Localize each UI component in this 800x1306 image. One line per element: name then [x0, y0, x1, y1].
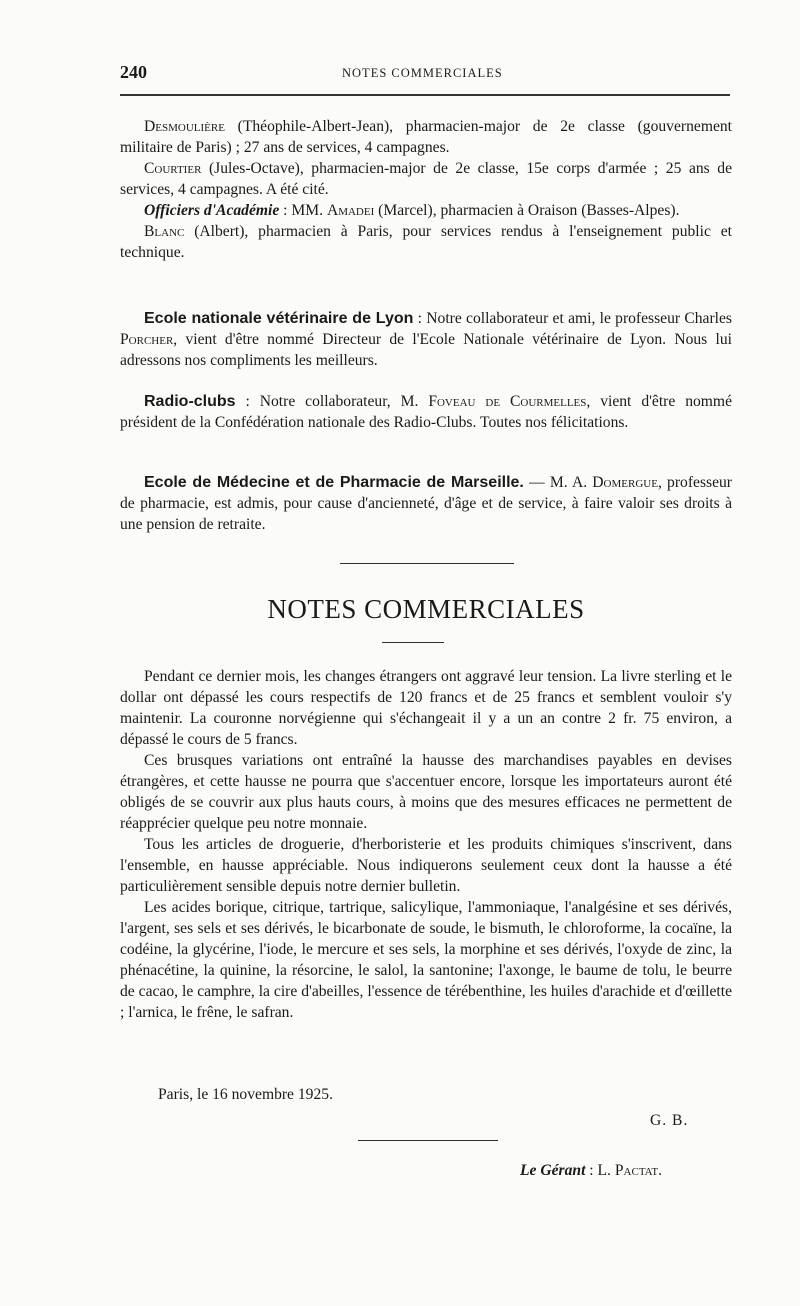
- place-date: Paris, le 16 novembre 1925.: [158, 1086, 333, 1103]
- person-name: Courtier: [144, 160, 202, 177]
- news-heading: Ecole de Médecine et de Pharmacie de Marseille.: [144, 474, 524, 491]
- news-heading: Radio-clubs: [144, 393, 236, 410]
- paragraph: Les acides borique, citrique, tartrique, salicylique, l'ammoniaque, l'analgésine et ses dérivés, l'argent, ses sels et ses dérivés, le bicarbonate de soude, le bismuth, le chloroforme, la cocaïne, la codéine, la glycérine, l'iode, le mercure et ses sels, la morphine et ses dérivés, l'oxyde de zinc, la phénacétine, la quinine, la résorcine, le salol, la santonine; l'axonge, le baume de tolu, le beurre de cacao, le camphre, la cire d'abeilles, l'essence de térébenthine, les huiles d'arachide et d'œillette ; l'arnica, le frêne, le safran.: [120, 899, 732, 1021]
- honor-entry: Desmoulière (Théophile-Albert-Jean), pharmacien-major de 2e classe (gouvernement militaire de Paris) ; 27 ans de services, 4 campagnes.: [120, 118, 732, 156]
- paragraph: Ces brusques variations ont entraîné la hausse des marchandises payables en devises étrangères, et cette hausse ne pourra que s'accentuer encore, lorsque les importateurs auront été obligés de se couvrir aux plus hauts cours, à moins que des mesures efficaces ne permettent de réapprécier quelque peu notre monnaie.: [120, 752, 732, 832]
- gerant-label: Le Gérant: [520, 1162, 586, 1179]
- person-name: Domergue: [592, 474, 658, 491]
- gerant-name: Pactat.: [614, 1162, 662, 1179]
- news-heading: Ecole nationale vétérinaire de Lyon: [144, 310, 414, 327]
- header-rule: [120, 94, 730, 96]
- news-lyon: Ecole nationale vétérinaire de Lyon : Notre collaborateur et ami, le professeur Charles Porcher, vient d'être nommé Directeur de l'Ecole Nationale vétérinaire de Lyon. Nous lui adressons nos compliments les meilleurs.: [120, 310, 732, 369]
- paragraph: Pendant ce dernier mois, les changes étrangers ont aggravé leur tension. La livre sterling et le dollar ont dépassé les cours respectifs de 120 francs et de 25 francs et semblent vouloir s'y maintenir. La couronne norvégienne qui s'échangeait il y a un an contre 2 fr. 75 environ, a dépassé le cours de 5 francs.: [120, 668, 732, 748]
- section-divider: [340, 563, 514, 564]
- commercial-notes: [120, 666, 732, 1023]
- news-radio: Radio-clubs : Notre collaborateur, M. Foveau de Courmelles, vient d'être nommé président de la Confédération nationale des Radio-Clubs. Toutes nos félicitations.: [120, 393, 732, 431]
- gerant-signature: Le Gérant : L. Pactat.: [520, 1162, 662, 1179]
- news-marseille: Ecole de Médecine et de Pharmacie de Marseille. — M. A. Domergue, professeur de pharmacie, est admis, pour cause d'ancienneté, d'âge et de service, à faire valoir ses droits à une pension de retraite.: [120, 474, 732, 533]
- title-underline: [382, 642, 444, 643]
- page-header: [120, 62, 730, 86]
- section-title: NOTES COMMERCIALES: [267, 594, 585, 624]
- honor-category: Officiers d'Académie: [144, 202, 280, 219]
- paragraph: Tous les articles de droguerie, d'herboristerie et les produits chimiques s'inscrivent, dans l'ensemble, en hausse appréciable. Nous indiquerons seulement ceux dont la hausse a été particulièrement sensible depuis notre dernier bulletin.: [120, 836, 732, 895]
- person-name: Blanc: [144, 223, 185, 240]
- honor-entry: Officiers d'Académie : MM. Amadei (Marcel), pharmacien à Oraison (Basses-Alpes).: [144, 202, 680, 219]
- person-name: Porcher: [120, 331, 174, 348]
- author-initials: G. B.: [650, 1112, 689, 1129]
- person-name: Desmoulière: [144, 118, 225, 135]
- person-name: Amadei: [326, 202, 375, 219]
- honor-entry: Blanc (Albert), pharmacien à Paris, pour services rendus à l'enseignement public et technique.: [120, 223, 732, 261]
- news-honors: [120, 116, 732, 263]
- person-name: Foveau de Courmelles: [428, 393, 587, 410]
- closing-rule: [358, 1140, 498, 1141]
- running-head: NOTES COMMERCIALES: [342, 66, 503, 80]
- page-number: 240: [120, 62, 147, 82]
- honor-entry: Courtier (Jules-Octave), pharmacien-major de 2e classe, 15e corps d'armée ; 25 ans de services, 4 campagnes. A été cité.: [120, 160, 732, 198]
